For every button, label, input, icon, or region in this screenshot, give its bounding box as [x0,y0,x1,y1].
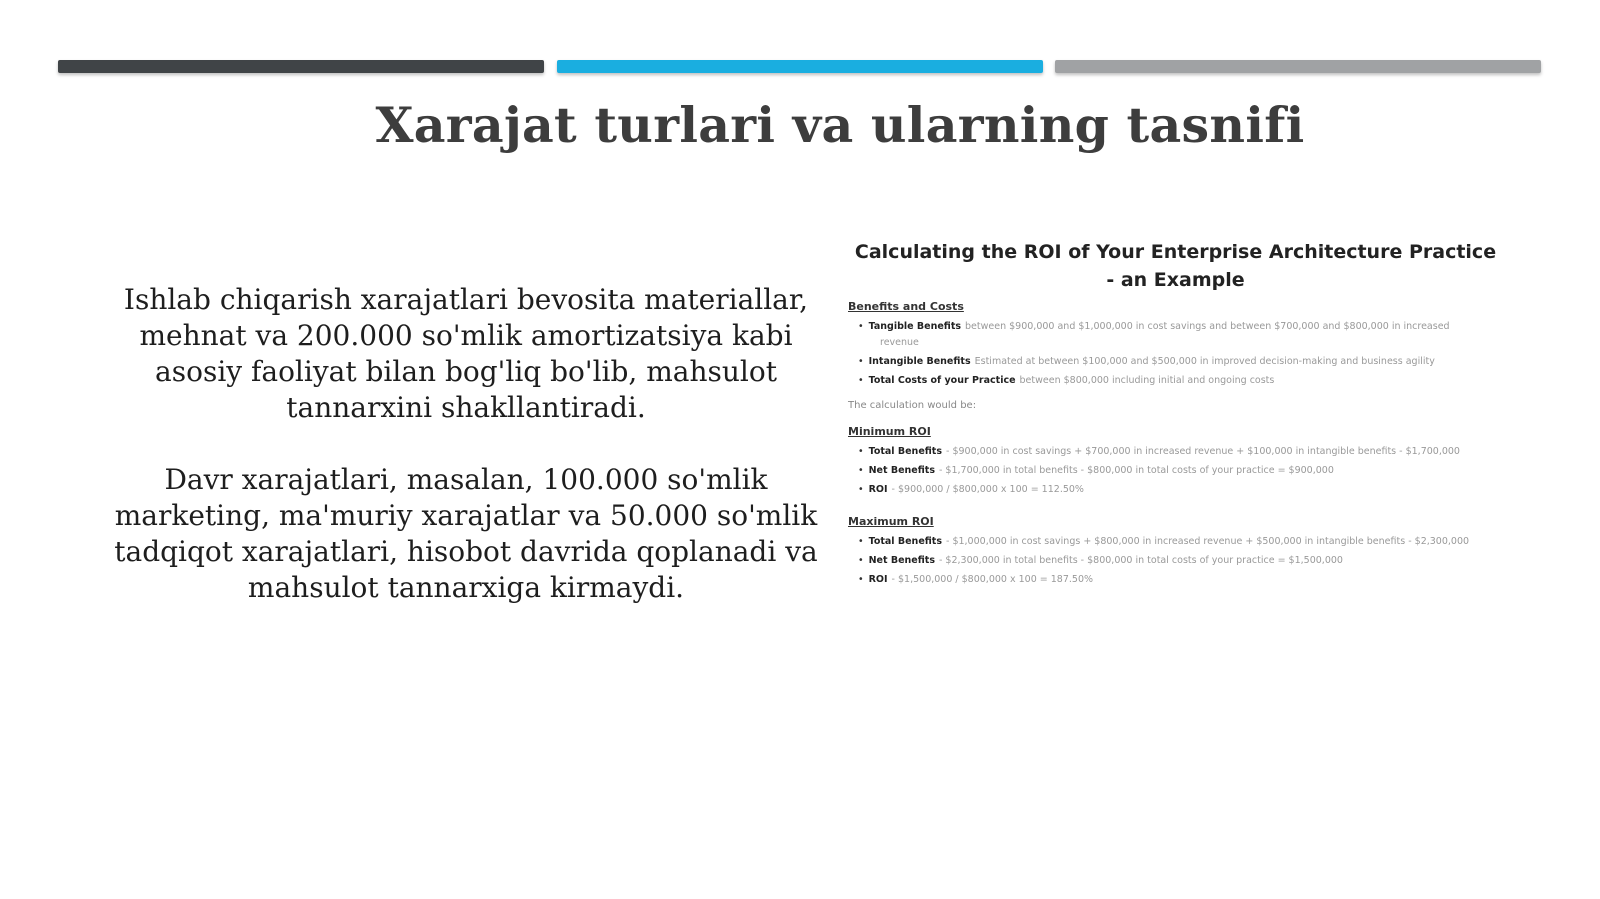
top-accent-bar-dark [58,60,544,73]
list-item-continuation: revenue [880,337,919,348]
list-item: • Tangible Benefits between $900,000 and $1,000,000 in cost savings and between $700,000 and $800,000 in increased [858,321,1450,332]
list-item: • Total Benefits - $1,000,000 in cost savings + $800,000 in increased revenue + $500,000 in intangible benefits - $2,300,000 [858,536,1470,547]
paragraph-period-costs: Davr xarajatlari, masalan, 100.000 so'mlik marketing, ma'muriy xarajatlar va 50.000 so'mlik tadqiqot xarajatlari, hisobot davrida qoplanadi va mahsulot tannarxiga kirmaydi. [114,463,818,604]
maximum-roi-heading: Maximum ROI [848,515,934,528]
top-accent-bar-blue [557,60,1043,73]
minimum-roi-list [848,442,1503,499]
list-item: • Intangible Benefits Estimated at between $100,000 and $500,000 in improved decision-making and business agility [858,356,1435,367]
roi-figure-title [848,238,1503,294]
benefits-list [848,317,1503,390]
slide-title: Xarajat turlari va ularning tasnifi [375,96,1305,154]
benefits-costs-heading: Benefits and Costs [848,300,964,313]
list-item: • ROI - $1,500,000 / $800,000 x 100 = 187.50% [858,574,1094,585]
maximum-roi-list [848,532,1503,589]
list-item: • Total Benefits - $900,000 in cost savings + $700,000 in increased revenue + $100,000 in intangible benefits - $1,700,000 [858,446,1460,457]
list-item: • Total Costs of your Practice between $800,000 including initial and ongoing costs [858,375,1275,386]
minimum-roi-heading: Minimum ROI [848,425,931,438]
list-item: • ROI - $900,000 / $800,000 x 100 = 112.50% [858,484,1084,495]
roi-title-line-2: - an Example [1106,269,1245,291]
roi-example-image [848,238,1503,618]
list-item: • Net Benefits - $2,300,000 in total benefits - $800,000 in total costs of your practice = $1,500,000 [858,555,1343,566]
roi-title-line-1: Calculating the ROI of Your Enterprise Architecture Practice [854,241,1497,263]
top-accent-bar-gray [1055,60,1541,73]
paragraph-production-costs: Ishlab chiqarish xarajatlari bevosita materiallar, mehnat va 200.000 so'mlik amortizatsiya kabi asosiy faoliyat bilan bog'liq bo'lib, mahsulot tannarxini shakllantiradi. [123,283,809,424]
list-item: • Net Benefits - $1,700,000 in total benefits - $800,000 in total costs of your practice = $900,000 [858,465,1334,476]
calculation-intro: The calculation would be: [848,400,977,411]
slide-body-text [110,282,822,606]
